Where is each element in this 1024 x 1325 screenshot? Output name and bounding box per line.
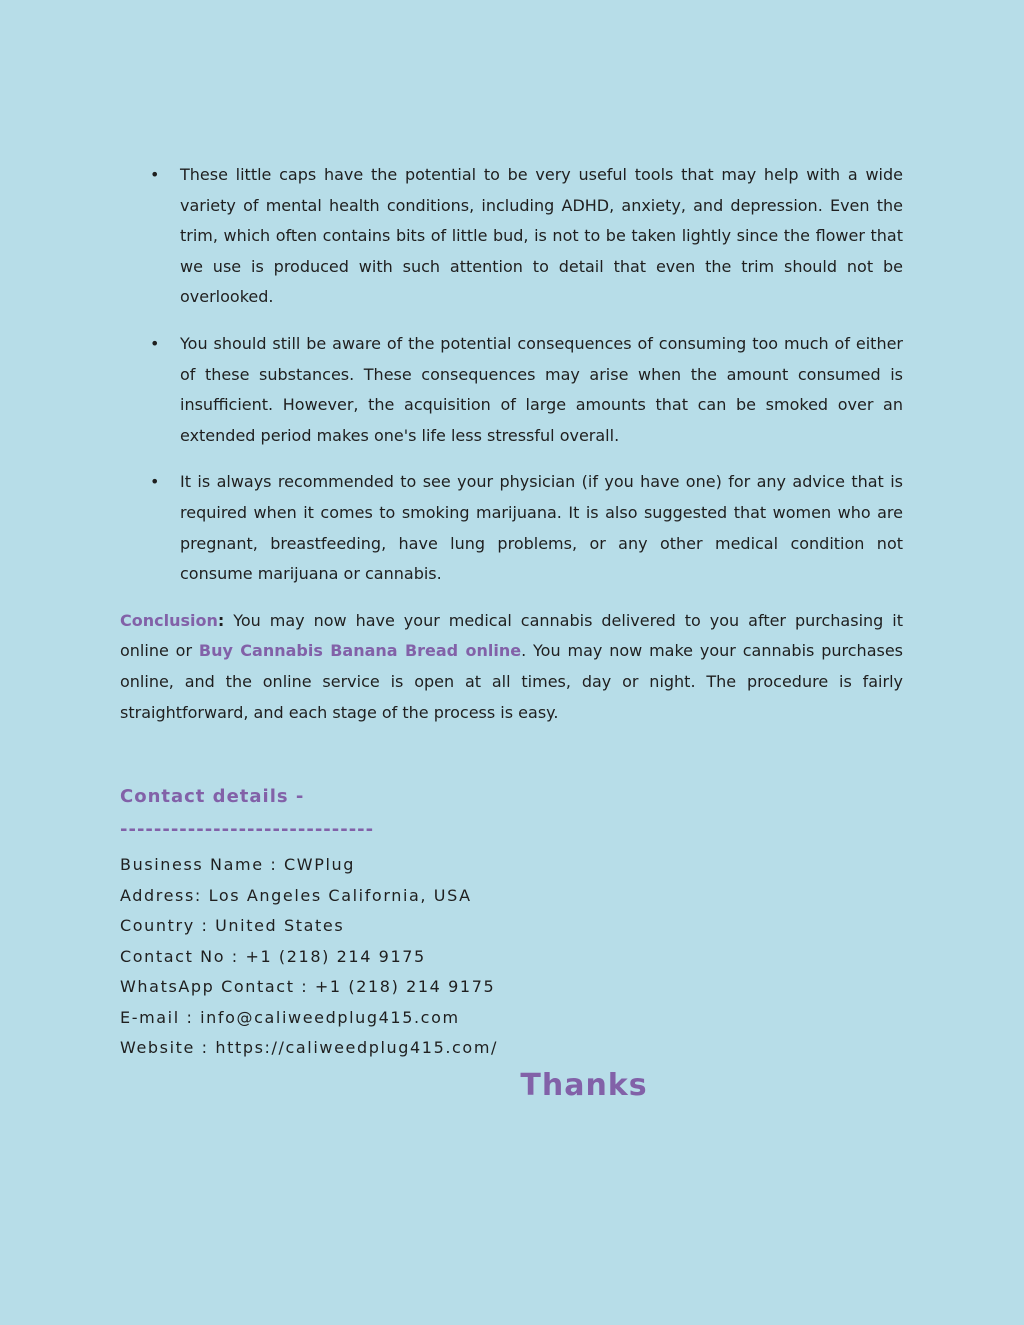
contact-list <box>120 850 903 1064</box>
bullet-dot: • <box>150 472 160 492</box>
conclusion-colon: : <box>217 610 225 630</box>
document-page <box>120 160 903 1106</box>
conclusion-label: Conclusion <box>120 610 218 630</box>
contact-business-name: Business Name : CWPlug <box>120 855 355 875</box>
contact-phone: Contact No : +1 (218) 214 9175 <box>120 946 426 966</box>
bullet-text: You should still be aware of the potential consequences of consuming too much of either of these substances. These consequences may arise when the amount consumed is insufficient. However, the acquisition of large amounts that can be smoked over an extended period makes one's life less stressful overall. <box>180 333 903 445</box>
conclusion-text-before: You may now have your medical cannabis delivered to you after purchasing it online or <box>120 610 903 661</box>
bullet-text: These little caps have the potential to be very useful tools that may help with a wide variety of mental health conditions, including ADHD, anxiety, and depression. Even the trim, which often contains bits of little bud, is not to be taken lightly since the flower that we use is produced with such attention to detail that even the trim should not be overlooked. <box>180 165 903 307</box>
conclusion-paragraph <box>120 606 903 728</box>
buy-cannabis-link[interactable]: Buy Cannabis Banana Bread online <box>198 641 522 661</box>
bullet-text: It is always recommended to see your physician (if you have one) for any advice that is required when it comes to smoking marijuana. It is also suggested that women who are pregnant, breastfeeding, have lung problems, or any other medical condition not consume marijuana or cannabis. <box>180 472 903 584</box>
bullet-dot: • <box>150 165 160 184</box>
contact-email: E-mail : info@caliweedplug415.com <box>120 1007 460 1027</box>
bullet-item <box>120 160 903 313</box>
bullet-list <box>120 160 903 590</box>
contact-heading: Contact details - <box>120 786 305 808</box>
bullet-item <box>120 467 903 589</box>
conclusion-text-after: . You may now make your cannabis purchases online, and the online service is open at all times, day or night. The procedure is fairly straightforward, and each stage of the process is easy. <box>120 641 904 722</box>
contact-whatsapp: WhatsApp Contact : +1 (218) 214 9175 <box>120 977 496 997</box>
thanks-heading: Thanks <box>520 1067 648 1103</box>
contact-divider: ------------------------------ <box>120 819 375 841</box>
contact-website: Website : https://caliweedplug415.com/ <box>120 1038 499 1058</box>
bullet-item <box>120 329 903 451</box>
bullet-dot: • <box>150 333 160 353</box>
contact-country: Country : United States <box>120 916 345 936</box>
contact-address: Address: Los Angeles California, USA <box>120 885 472 905</box>
